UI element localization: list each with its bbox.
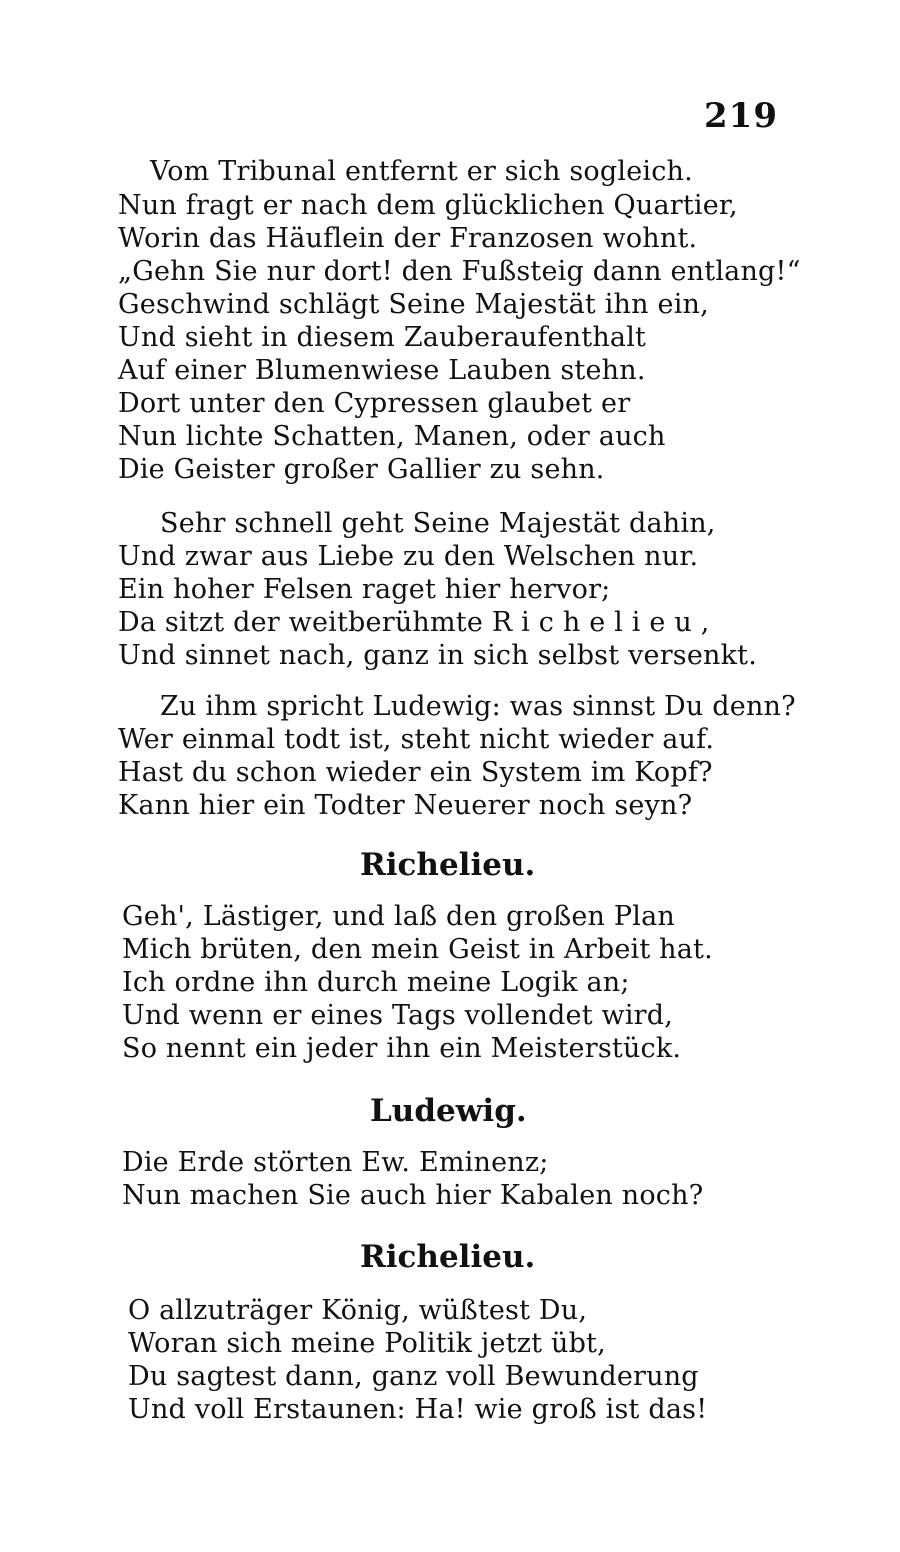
verse-line: Wer einmal todt ist, steht nicht wieder auf. — [118, 724, 715, 755]
verse-line: Hast du schon wieder ein System im Kopf? — [118, 757, 713, 788]
verse-line: Nun fragt er nach dem glücklichen Quartier, — [118, 190, 738, 221]
verse-line: Worin das Häuflein der Franzosen wohnt. — [118, 223, 698, 254]
verse-line: Zu ihm spricht Ludewig: was sinnst Du denn? — [160, 691, 796, 722]
verse-line: „Gehn Sie nur dort! den Fußsteig dann entlang!“ — [118, 256, 801, 287]
verse-line: O allzuträger König, wüßtest Du, — [128, 1295, 588, 1326]
verse-line: Ich ordne ihn durch meine Logik an; — [122, 967, 630, 998]
verse-line: Geschwind schlägt Seine Majestät ihn ein, — [118, 289, 709, 320]
verse-line: Ein hoher Felsen raget hier hervor; — [118, 574, 611, 605]
verse-line: Mich brüten, den mein Geist in Arbeit hat. — [122, 934, 713, 965]
verse-line: Und sinnet nach, ganz in sich selbst versenkt. — [118, 640, 758, 671]
verse-line: Die Erde störten Ew. Eminenz; — [122, 1147, 549, 1178]
verse-line: Und zwar aus Liebe zu den Welschen nur. — [118, 541, 699, 572]
page-number: 219 — [704, 96, 778, 136]
verse-line: Nun lichte Schatten, Manen, oder auch — [118, 421, 666, 452]
verse-line: Kann hier ein Todter Neuerer noch seyn? — [118, 790, 693, 821]
verse-line: Die Geister großer Gallier zu sehn. — [118, 454, 605, 485]
verse-line: Geh', Lästiger, und laß den großen Plan — [122, 901, 676, 932]
speaker-heading: Ludewig. — [370, 1093, 527, 1129]
verse-line: Auf einer Blumenwiese Lauben stehn. — [118, 355, 646, 386]
verse-line: Du sagtest dann, ganz voll Bewunderung — [128, 1361, 699, 1392]
verse-line: Sehr schnell geht Seine Majestät dahin, — [160, 508, 716, 539]
verse-line: Und sieht in diesem Zauberaufenthalt — [118, 322, 647, 353]
speaker-heading: Richelieu. — [360, 847, 536, 883]
verse-line: Da sitzt der weitberühmte R i c h e l i e u , — [118, 607, 710, 638]
verse-line: Nun machen Sie auch hier Kabalen noch? — [122, 1180, 704, 1211]
verse-line: Woran sich meine Politik jetzt übt, — [128, 1328, 606, 1359]
verse-line: So nennt ein jeder ihn ein Meisterstück. — [122, 1033, 682, 1064]
verse-line: Und voll Erstaunen: Ha! wie groß ist das! — [128, 1394, 708, 1425]
verse-line: Dort unter den Cypressen glaubet er — [118, 388, 631, 419]
verse-line: Und wenn er eines Tags vollendet wird, — [122, 1000, 674, 1031]
speaker-heading: Richelieu. — [360, 1239, 536, 1275]
verse-line: Vom Tribunal entfernt er sich sogleich. — [150, 156, 693, 187]
